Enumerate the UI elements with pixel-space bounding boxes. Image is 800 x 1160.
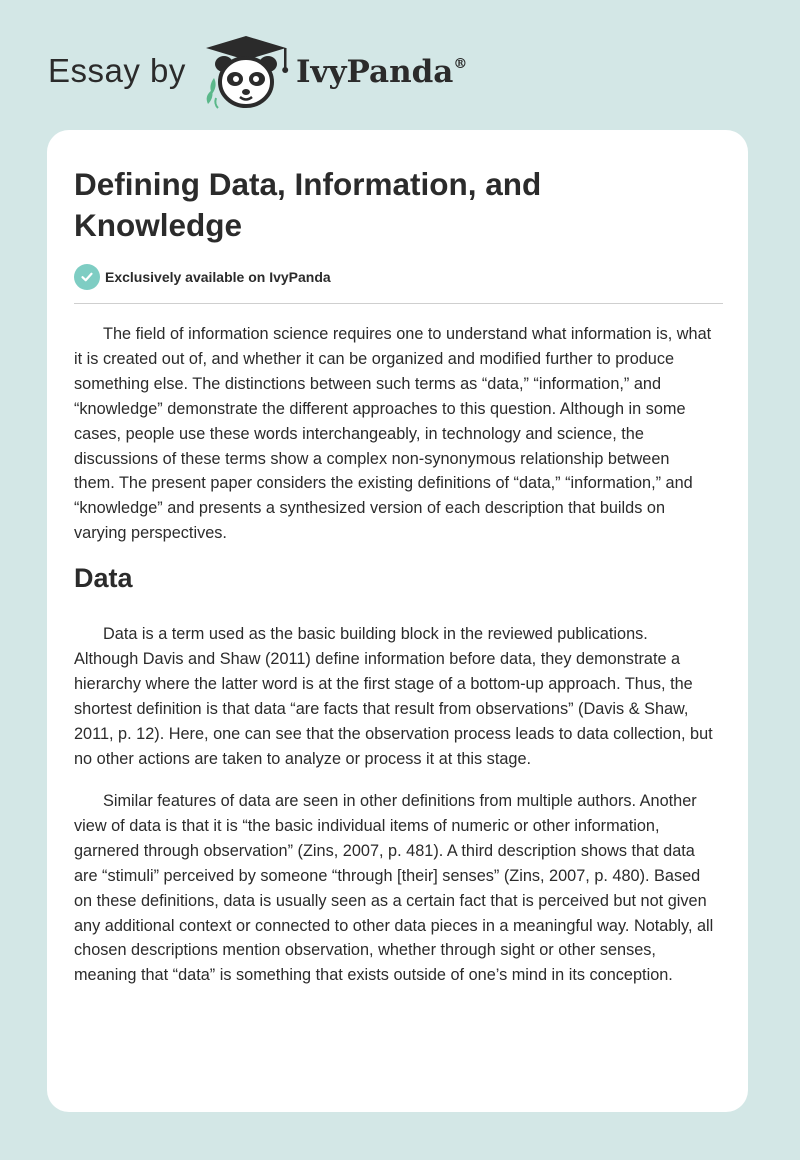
exclusive-badge: [74, 264, 331, 290]
brand-text: IvyPanda: [296, 54, 454, 90]
brand-name: [296, 54, 467, 90]
intro-paragraph: The field of information science requires one to understand what information is, what it is created out of, and whether it can be organized and modified further to produce something else. The distinctions between such terms as “data,” “information,” and “knowledge” demonstrate the different approaches to this question. Although in some cases, people use these words interchangeably, in technology and science, the discussions of these terms show a complex non-synonymous relationship between them. The present paper considers the existing definitions of “data,” “information,” and “knowledge” and presents a synthesized version of each description that builds on varying perspectives.: [74, 325, 712, 543]
data-paragraph-2: Similar features of data are seen in other definitions from multiple authors. Another view of data is that it is “the basic individual items of numeric or other information, garnered through observation” (Zins, 2007, p. 481). A third description shows that data are “stimuli” perceived by someone “through [their] senses” (Zins, 2007, p. 480). Based on these definitions, data is usually seen as a certain fact that is perceived but not given any additional context or connected to other data pieces in a meaningful way. Notably, all chosen descriptions mention observation, whether through sight or other senses, meaning that “data” is something that exists outside of one’s mind in its conception.: [74, 792, 714, 985]
check-icon: [74, 264, 100, 290]
data-paragraph-1: Data is a term used as the basic building block in the reviewed publications. Although Davis and Shaw (2011) define information before data, they demonstrate a hierarchy where the latter word is at the first stage of a bottom-up approach. Thus, the shortest definition is that data “are facts that result from observations” (Davis & Shaw, 2011, p. 12). Here, one can see that the observation process leads to data collection, but no other actions are taken to analyze or process it at this stage.: [74, 625, 713, 768]
ivypanda-logo-icon[interactable]: [200, 34, 292, 110]
title-divider: [74, 303, 723, 304]
section-heading-data: Data: [74, 563, 133, 593]
site-header: [48, 34, 508, 110]
article-card: [47, 130, 748, 1112]
registered-mark: ®: [453, 56, 468, 72]
exclusive-badge-label: Exclusively available on IvyPanda: [105, 269, 331, 285]
article-title: Defining Data, Information, and Knowledge: [74, 166, 542, 243]
essay-by-label: Essay by: [48, 52, 186, 89]
